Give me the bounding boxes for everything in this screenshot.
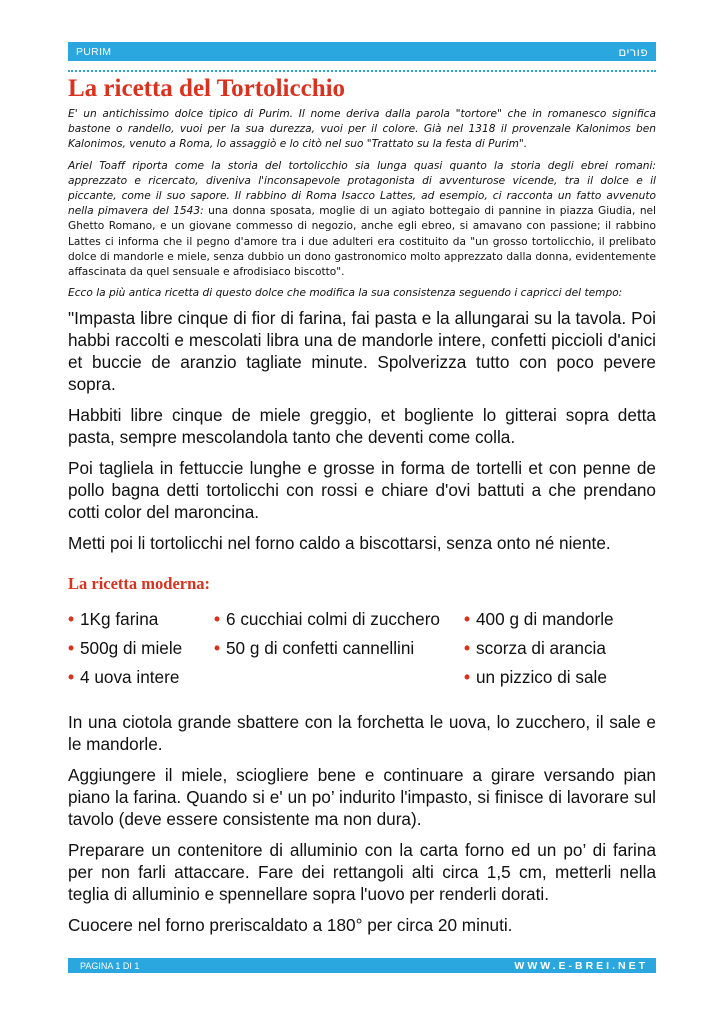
bullet-icon: • bbox=[464, 609, 471, 630]
bullet-icon: • bbox=[214, 638, 221, 659]
header-hebrew-label: פורים bbox=[618, 44, 648, 59]
ingredient-item: • 4 uova intere bbox=[68, 667, 180, 688]
modern-step-paragraph: Preparare un contenitore di alluminio con la carta forno ed un po’ di farina per non farli attaccare. Fare dei rettangoli alti circa 1,5 cm, metterli nella teglia di alluminio e spennellare sopra l'uovo per renderli dorati. bbox=[68, 840, 656, 905]
ingredient-item: • 6 cucchiai colmi di zucchero bbox=[214, 609, 440, 630]
bullet-icon: • bbox=[464, 638, 471, 659]
modern-recipe-heading: La ricetta moderna: bbox=[68, 574, 211, 594]
ingredients-column-3 bbox=[464, 608, 656, 695]
ingredients-column-1 bbox=[68, 608, 214, 695]
ingredients-list bbox=[68, 608, 656, 695]
ingredient-item: • 500g di miele bbox=[68, 638, 183, 659]
bullet-icon: • bbox=[214, 609, 221, 630]
header-bar bbox=[68, 42, 656, 61]
modern-step-paragraph: In una ciotola grande sbattere con la forchetta le uova, lo zucchero, il sale e le mandorle. bbox=[68, 712, 656, 755]
bullet-icon: • bbox=[464, 667, 471, 688]
old-recipe-paragraph: Metti poi li tortolicchi nel forno caldo a biscottarsi, senza onto né niente. bbox=[68, 533, 611, 554]
story-paragraph: Ariel Toaff riporta come la storia del tortolicchio sia lunga quasi quanto la storia degli ebrei romani: apprezzato e ricercato, diveniva l'inconsapevole protagonista di avventurose vicende, tra il dolce e il piccante, come il suo sapore. Il rabbino di Roma Isacco Lattes, ad esempio, ci racconta un fatto avvenuto nella pimavera del 1543: una donna sposata, moglie di un agiato bottegaio di pannine in piazza Giudia, nel Ghetto Romano, e un giovane commesso di negozio, anche egli ebreo, si amavano con passione; il rabbino Lattes ci informa che il pegno d'amore tra i due adulteri era costituito da "un grosso tortolicchio, il prelibato dolce di mandorle e miele, senza dubbio un dono gastronomico molto apprezzato dalla donna, evidentemente affascinata da quel sensuale e afrodisiaco biscotto". bbox=[68, 159, 656, 279]
old-recipe-paragraph: Habbiti libre cinque de miele greggio, et bogliente lo gitterai sopra detta pasta, sempre mescolandola tanto che deventi come colla. bbox=[68, 405, 656, 448]
ingredient-item: • scorza di arancia bbox=[464, 638, 606, 659]
old-recipe-intro: Ecco la più antica ricetta di questo dolce che modifica la sua consistenza seguendo i capricci del tempo: bbox=[68, 287, 623, 300]
ingredient-item: • 50 g di confetti cannellini bbox=[214, 638, 415, 659]
old-recipe-paragraph: "Impasta libre cinque di fior di farina, fai pasta e la allungarai su la tavola. Poi habbi raccolti e mescolati libra una de mandorle intere, confetti piccioli d'anici et buccie de aranzio tagliate minute. Spolverizza tutto con poco pevere sopra. bbox=[68, 308, 656, 395]
page-title: La ricetta del Tortolicchio bbox=[68, 75, 346, 102]
header-divider bbox=[68, 70, 656, 72]
bullet-icon: • bbox=[68, 609, 75, 630]
modern-step-paragraph: Aggiungere il miele, sciogliere bene e continuare a girare versando pian piano la farina. Quando si e' un po’ indurito l'impasto, si finisce di lavorare sul tavolo (deve essere consistente ma non dura). bbox=[68, 765, 656, 830]
old-recipe-paragraph: Poi tagliela in fettuccie lunghe e grosse in forma de tortelli et con penne de pollo bagna detti tortolicchi con rossi e chiare d'ovi battuti a che prendano cotti color del maroncina. bbox=[68, 458, 656, 523]
bullet-icon: • bbox=[68, 667, 75, 688]
header-section-label: PURIM bbox=[76, 45, 112, 58]
ingredient-item: • 1Kg farina bbox=[68, 609, 159, 630]
site-url-link[interactable]: WWW.E-BREI.NET bbox=[514, 959, 648, 972]
bullet-icon: • bbox=[68, 638, 75, 659]
modern-step-paragraph: Cuocere nel forno preriscaldato a 180° per circa 20 minuti. bbox=[68, 915, 513, 936]
ingredient-item: • 400 g di mandorle bbox=[464, 609, 614, 630]
article-body bbox=[68, 107, 656, 945]
page-number: PAGINA 1 DI 1 bbox=[80, 960, 140, 971]
ingredient-item: • un pizzico di sale bbox=[464, 667, 607, 688]
ingredients-column-2 bbox=[214, 608, 464, 695]
footer-bar bbox=[68, 958, 656, 973]
intro-paragraph: E' un antichissimo dolce tipico di Purim. Il nome deriva dalla parola "tortore" che in romanesco significa bastone o randello, vuoi per la sua durezza, vuoi per il colore. Già nel 1318 il provenzale Kalonimos ben Kalonimos, venuto a Roma, lo assaggiò e lo citò nel suo "Trattato su la festa di Purim". bbox=[68, 108, 656, 151]
